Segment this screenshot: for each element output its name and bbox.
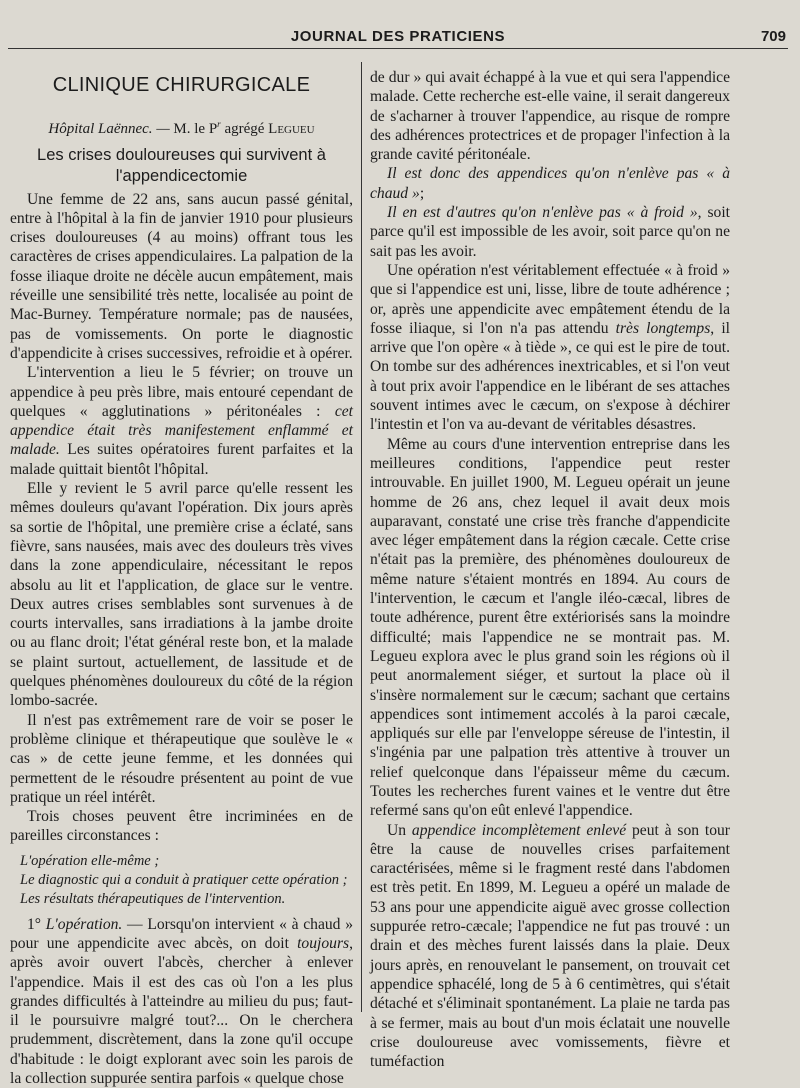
byline-author-prefix: M. le P bbox=[173, 121, 218, 138]
incrimination-list bbox=[10, 852, 353, 909]
byline-author-sup: r bbox=[217, 119, 221, 130]
left-column bbox=[10, 64, 353, 1088]
paragraph: Un appendice incomplètement enlevé peut à son tour être la cause de nouvelles crises parfaitement caractérisées, même si le fragment resté dans l'abdomen est très petit. En 1899, M. Legueu a opéré un malade de 53 ans pour une appendicite aiguë avec grosse collection suppurée retro-cæcale; l'appendice ne fut pas trouvé : un drain et des mèches furent laissés dans la plaie. Deux jours après, en renouvelant le pansement, on trouvait cet appendice sphacélé, long de 5 à 6 centimètres, qui s'était détaché et s'éliminait spontanément. La plaie ne tarda pas à se fermer, mais au bout d'un mois éclatait une nouvelle crise douloureuse avec vomissements, fièvre et tuméfaction bbox=[370, 821, 730, 1071]
byline-author-title: agrégé bbox=[220, 121, 269, 138]
right-column bbox=[370, 68, 730, 1071]
paragraph: Il est donc des appendices qu'on n'enlève pas « à chaud »; bbox=[370, 165, 730, 202]
byline bbox=[10, 115, 353, 139]
paragraph: de dur » qui avait échappé à la vue et qui sera l'appendice malade. Cette recherche est-elle vaine, il serait dangereux de s'acharner à trouver l'appendice, au risque de rompre des adhérences protectrices et de propager l'infection à la grande cavité péritonéale. bbox=[370, 69, 730, 164]
journal-title: JOURNAL DES PRATICIENS bbox=[290, 28, 506, 45]
article-title: Les crises douloureuses qui survivent à l'appendicectomie bbox=[37, 145, 326, 185]
paragraph: Même au cours d'une intervention entreprise dans les meilleures conditions, l'appendice peut rester introuvable. En juillet 1900, M. Legueu opérait un jeune homme de 26 ans, chez lequel il avait deux mois auparavant, constaté une crise très franche d'appendicite avec léger empâtement dans la région cæcale. Cette crise n'était pas la première, des phénomènes douloureux de même nature s'étaient montrés en 1894. Au cours de l'intervention, le cæcum et l'angle iléo-cæcal, libres de toute adhérence, purent être extériorisés sans la moindre difficulté; mais l'appendice ne se montrait pas. M. Legueu explora avec le plus grand soin les régions où il peut anormalement siéger, et surtout la place où il s'insère normalement sur le cæcum; sachant que certains appendices sont intimement accolés à la paroi cæcale, appliqués sur elle par l'enveloppe séreuse de l'intestin, il s'ingénia par une palpation très attentive à trouver un relief quelconque dans l'épaisseur même du cæcum. Toutes les recherches furent vaines et le ventre dut être refermé sans qu'on eût enlevé l'appendice. bbox=[370, 435, 730, 820]
list-item: Le diagnostic qui a conduit à pratiquer cette opération ; bbox=[20, 871, 348, 888]
page-number: 709 bbox=[760, 28, 786, 45]
paragraph: Il en est d'autres qu'on n'enlève pas « à froid », soit parce qu'il est impossible de les avoir, soit parce qu'on ne sait pas les avoir. bbox=[370, 204, 731, 260]
paragraph: Une femme de 22 ans, sans aucun passé génital, entre à l'hôpital à la fin de janvier 1910 pour plusieurs crises douloureuses (4 au moins) offrant tous les caractères de crises appendiculaires. La palpation de la fosse iliaque droite ne décèle aucun empâtement, mais réveille une sensibilité très nette, localisée au point de Mac-Burney. Température normale; pas de nausées, pas de vomissements. On porte le diagnostic d'appendicite à crises successives, refroidie et à opérer. bbox=[10, 190, 353, 362]
list-item: L'opération elle-même ; bbox=[20, 852, 160, 869]
list-item: Les résultats thérapeutiques de l'intervention. bbox=[20, 890, 286, 907]
paragraph: Une opération n'est véritablement effectuée « à froid » que si l'appendice est uni, lisse, libre de toute adhérence ; or, après une appendicite avec empâtement étendu de la fosse iliaque, si l'on n'a pas attendu très longtemps, il arrive que l'on opère « à tiède », ce qui est le pire de tout. On tombe sur des adhérences inextricables, et si l'on veut à tout prix avoir l'appendice en le libérant de ses attaches souvent intimes avec le cæcum, on s'expose à déchirer l'intestin et l'on va au-devant de véritables désastres. bbox=[370, 261, 730, 434]
paragraph: 1° L'opération. — Lorsqu'on intervient « à chaud » pour une appendicite avec abcès, on doit toujours, après avoir ouvert l'abcès, chercher à enlever l'appendice. Mais il est des cas où l'on a les plus grandes difficultés à l'atteindre au milieu du pus; faut-il le poursuivre malgré tout?... On le cherchera prudemment, discrètement, dans la zone qu'il occupe d'habitude : le doigt explorant avec soin les parois de la collection suppurée sentira parfois « quelque chose bbox=[10, 915, 353, 1088]
paragraph: Il n'est pas extrêmement rare de voir se poser le problème clinique et thérapeutique que soulève le « cas » de cette jeune femme, et les données qui permettent de le résoudre présentent au point de vue pratique un réel intérêt. bbox=[10, 711, 353, 806]
running-header bbox=[8, 26, 788, 49]
paragraph: L'intervention a lieu le 5 février; on trouve un appendice à peu près libre, mais entouré cependant de quelques « agglutinations » péritonéales : cet appendice était très manifestement enflammé et malade. Les suites opératoires furent parfaites et la malade quittait bientôt l'hôpital. bbox=[10, 364, 353, 478]
byline-dash: — bbox=[152, 121, 174, 138]
column-divider bbox=[361, 62, 362, 1012]
paragraph: Elle y revient le 5 avril parce qu'elle ressent les mêmes douleurs qu'avant l'opération. Dix jours après sa sortie de l'hôpital, une première crise a éclaté, sans fièvre, sans nausées, mais avec des douleurs très vives dans la zone appendiculaire, nécessitant le repos absolu au lit et l'application, de glace sur le ventre. Deux autres crises semblables sont survenues à de courts intervalles, sans irradiations à la jambe droite ou au flanc droit; l'état général reste bon, et la malade se plaint surtout, actuellement, de lassitude et de quelques phénomènes douloureux du côté de la région lombo-sacrée. bbox=[10, 480, 353, 710]
paragraph: Trois choses peuvent être incriminées en de pareilles circonstances : bbox=[10, 808, 353, 845]
byline-author-name: Legueu bbox=[268, 121, 315, 138]
byline-place: Hôpital Laënnec. bbox=[48, 121, 153, 138]
section-title: CLINIQUE CHIRURGICALE bbox=[52, 74, 311, 96]
